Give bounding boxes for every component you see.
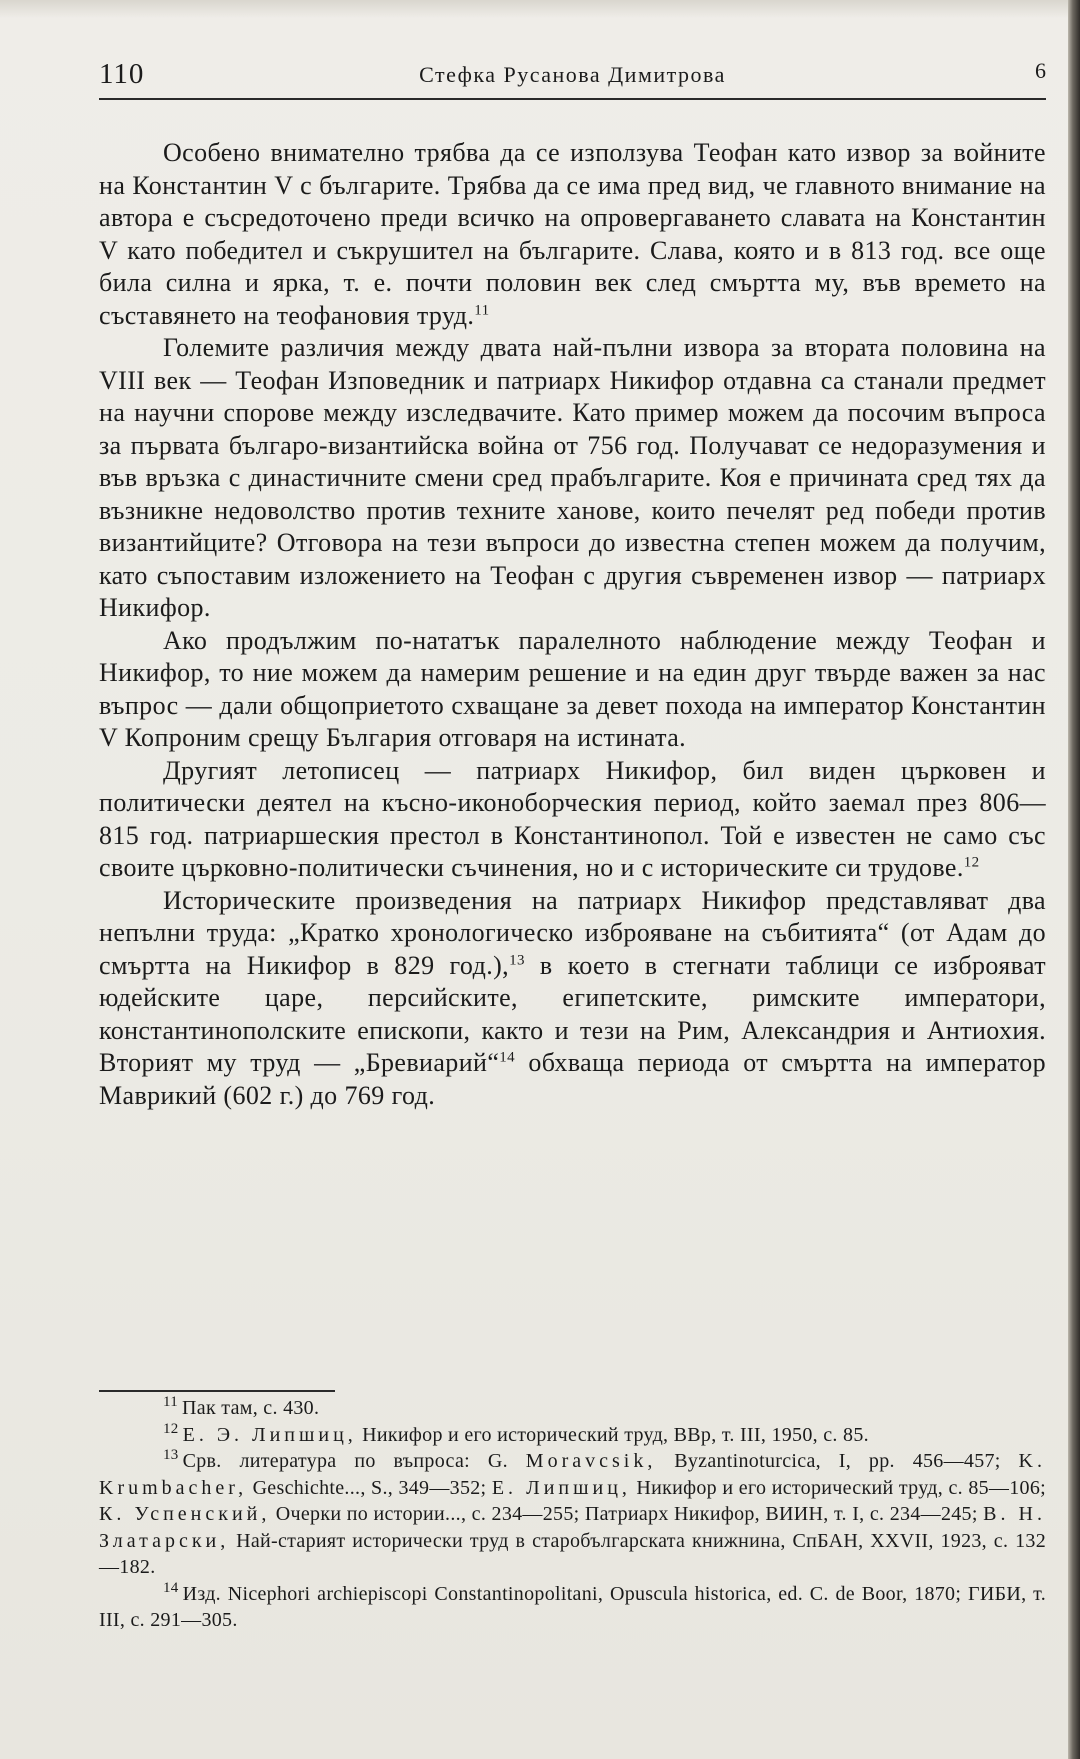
footnote-13-text-f: Най-старият исторически труд в старобългарската книжнина, СпБАН, XXVII, 1923, с. 132—182. <box>99 1529 1046 1578</box>
main-text <box>99 137 1046 1112</box>
footnote-13-author-uspenskij: К. Успенский, <box>99 1503 271 1525</box>
paragraph-3 <box>99 625 1046 755</box>
footnote-13-author-krumbacher: K. Krumbacher, <box>99 1450 1046 1499</box>
paragraph-5 <box>99 885 1046 1113</box>
top-shadow <box>0 0 1068 18</box>
footnote-13-text-b: Byzantinoturcica, I, pp. 456—457; <box>656 1450 1019 1472</box>
footnote-12-author: Е. Э. Липшиц, <box>182 1423 357 1446</box>
page-header <box>99 58 1046 98</box>
paragraph-4 <box>99 755 1046 885</box>
footnote-11 <box>99 1395 1046 1422</box>
header-rule <box>99 98 1046 100</box>
paragraph-5-text-b: в което в стегнати таблици се изброяват юдейските царе, персийските, египетските, римските императори, константинополските епископи, както и тези на Рим, Александрия и Антиохия. Вторият му труд — „Бревиарий“ <box>99 950 1046 1077</box>
paragraph-2-text: Големите различия между двата най-пълни извора за втората половина на VIII век — Теофан Изповедник и патриарх Никифор отдавна са станали предмет на научни спорове между изследвачите. Като пример можем да посочим въпроса за първата българо-византийска война от 756 год. Получават се недоразумения и във връзка с династичните смени сред прабългарите. Коя е причината сред тях да възникне недоволство против техните ханове, които печелят ред победи против византийците? Отговора на тези въпроси до известна степен можем да получим, като съпоставим изложението на Теофан с другия съвременен извор — патриарх Никифор. <box>99 333 1046 622</box>
footnote-13-number: 13 <box>163 1447 179 1464</box>
footnote-ref-12: 12 <box>963 854 980 871</box>
paragraph-5-text-a: Историческите произведения на патриарх Никифор представляват два непълни труда: „Кратко хронологическо изброяване на събитията“ (от Адам до смъртта на Никифор в 829 год.), <box>99 885 1046 980</box>
footnote-12-number: 12 <box>163 1420 179 1437</box>
page-number: 110 <box>99 58 145 90</box>
paragraph-1 <box>99 137 1046 332</box>
footnote-13-text-c: Geschichte..., S., 349—352; <box>247 1476 492 1499</box>
footnote-12 <box>99 1422 1046 1449</box>
footnote-13-text-e: Очерки по истории..., с. 234—255; Патриарх Никифор, ВИИН, т. I, с. 234—245; <box>270 1503 984 1525</box>
footnote-14 <box>99 1581 1046 1634</box>
footnote-13-author-moravcsik: Moravcsik, <box>525 1450 657 1472</box>
footnote-11-text: Пак там, с. 430. <box>182 1397 320 1419</box>
paragraph-2 <box>99 332 1046 625</box>
footnote-rule <box>99 1390 335 1392</box>
footnote-13-text-a: Срв. литература по въпроса: G. <box>182 1450 526 1472</box>
paragraph-1-text: Особено внимателно трябва да се използува Теофан като извор за войните на Константин V с българите. Трябва да се има пред вид, че главното внимание на автора е съсредоточено преди всичко на опровергаването славата на Константин V като победител и съкрушител на българите. Слава, която и в 813 год. все още била силна и ярка, т. е. почти половин век след смъртта му, във времето на съставянето на теофановия труд. <box>99 138 1046 330</box>
footnote-ref-13: 13 <box>509 951 525 968</box>
footnote-ref-14: 14 <box>499 1049 516 1066</box>
paragraph-4-text: Другият летописец — патриарх Никифор, бил виден църковен и политически деятел на късно-иконоборческия период, който заемал през 806—815 год. патриаршеския престол в Константинопол. Той е известен не само със своите църковно-политически съчинения, но и с историческите си трудове. <box>99 755 1046 882</box>
footnote-13-author-zlatarski: В. Н. Златарски, <box>99 1503 1046 1552</box>
footnote-14-text: Изд. Nicephori archiepiscopi Constantinopolitani, Opuscula historica, ed. C. de Boor, 1870; ГИБИ, т. III, с. 291—305. <box>99 1582 1046 1631</box>
footnote-12-text: Никифор и его исторический труд, ВВр, т. III, 1950, с. 85. <box>356 1423 869 1446</box>
paragraph-3-text: Ако продължим по-нататък паралелното наблюдение между Теофан и Никифор, то ние можем да намерим решение и на един друг твърде важен за нас въпрос — дали общоприетото схващане за девет похода на император Константин V Копроним срещу България отговаря на истината. <box>99 625 1046 752</box>
footnote-11-number: 11 <box>163 1394 179 1411</box>
footnotes <box>99 1395 1046 1634</box>
footnote-13-text-d: Никифор и его исторический труд, с. 85—106; <box>630 1476 1046 1499</box>
footnote-13 <box>99 1448 1046 1581</box>
running-title: Стефка Русанова Димитрова <box>419 62 726 87</box>
section-number: 6 <box>1035 58 1046 83</box>
page-binding-edge <box>1068 0 1080 1759</box>
footnote-14-number: 14 <box>163 1579 179 1596</box>
footnote-13-author-lipshic: Е. Липшиц, <box>491 1476 631 1499</box>
footnote-ref-11: 11 <box>474 301 490 318</box>
paragraph-5-text-c: обхваща периода от смъртта на император Маврикий (602 г.) до 769 год. <box>99 1048 1046 1110</box>
